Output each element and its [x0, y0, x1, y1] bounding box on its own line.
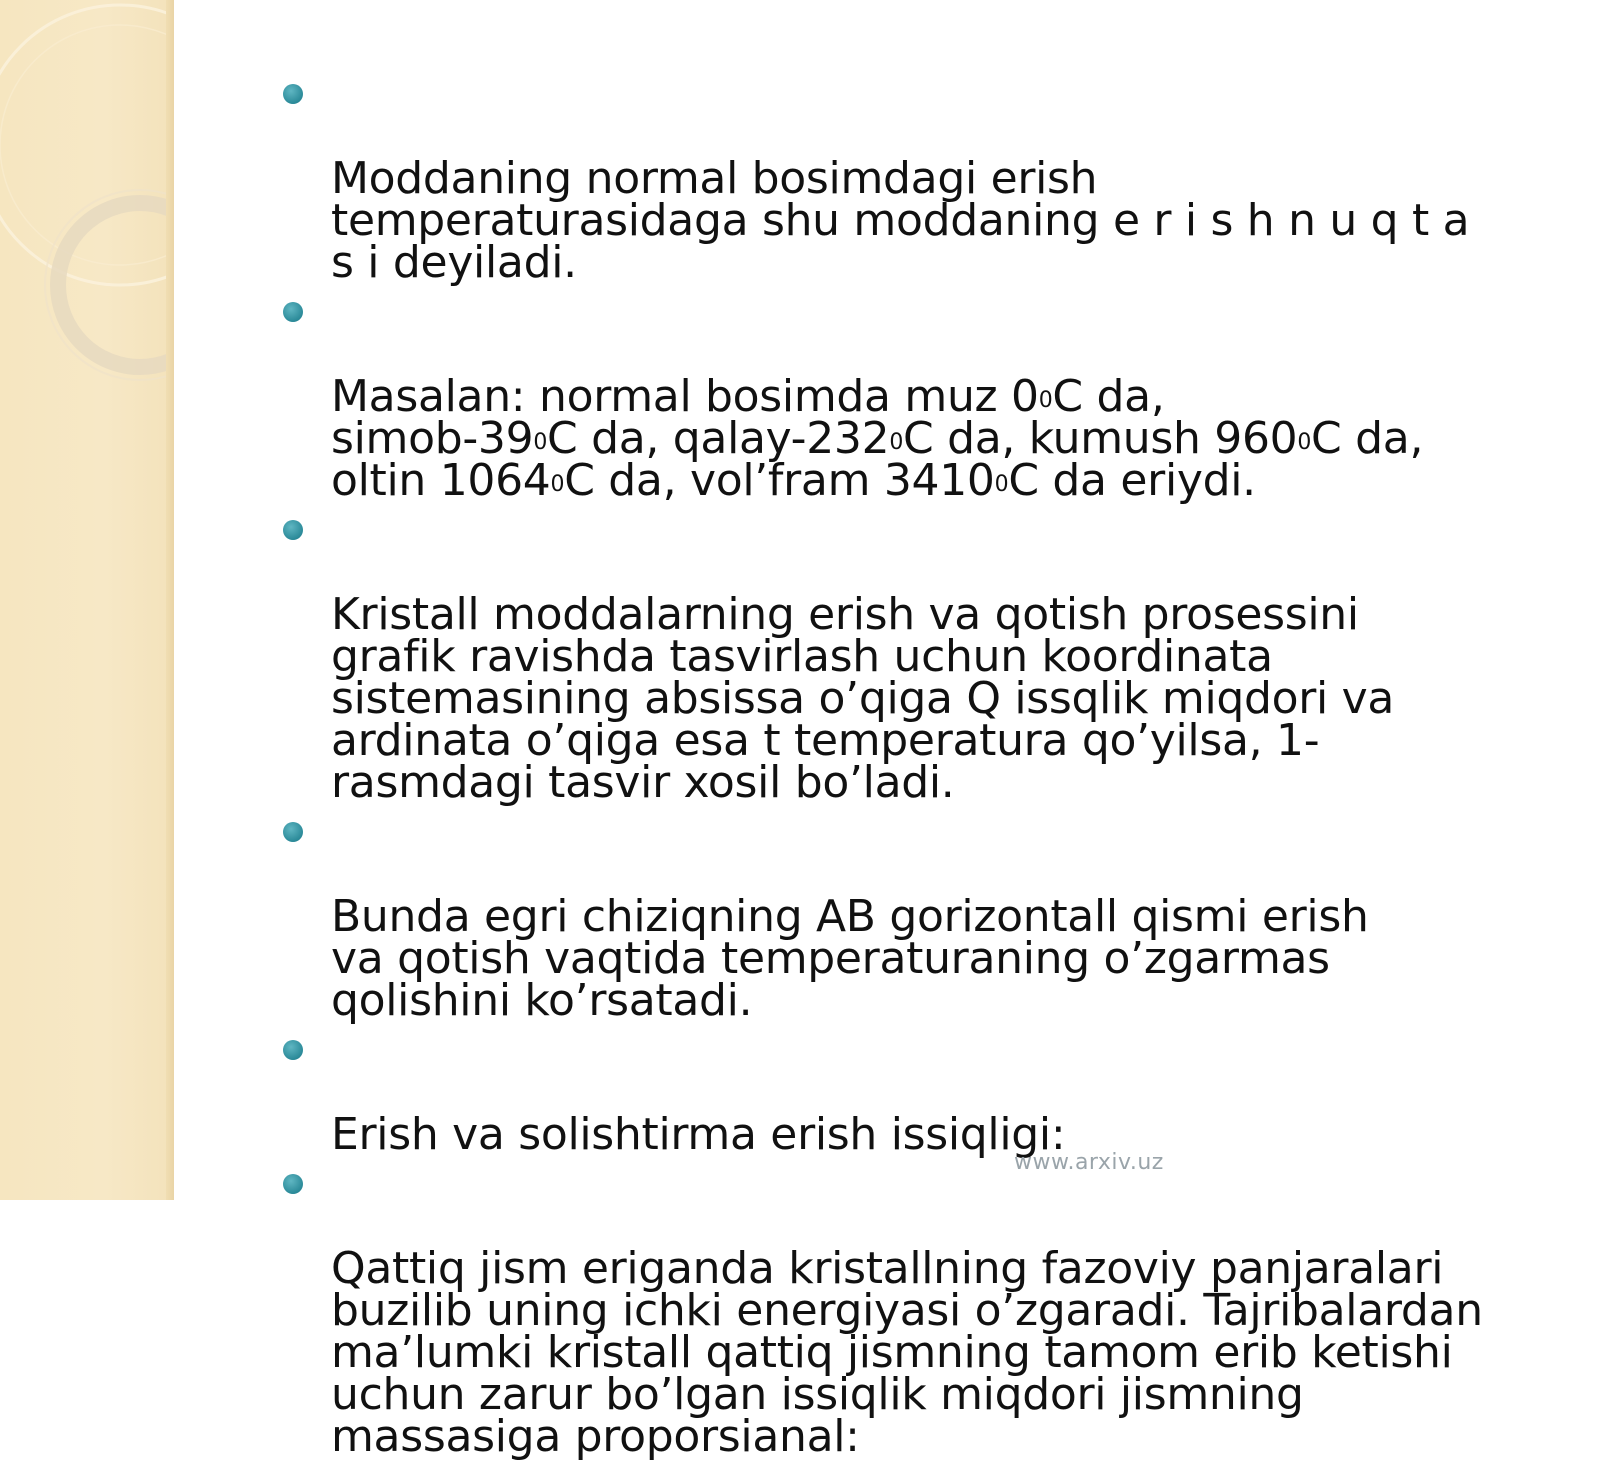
- bullet-text: Kristall moddalarning erish va qotish prosessini grafik ravishda tasvirlash uchun koordinata sistemasining absissa o’qiga Q issqlik miqdori va ardinata o’qiga esa t temperatura qo’yilsa, 1- rasmdagi tasvir xosil bo’ladi.: [331, 589, 1395, 808]
- bullet-dot-icon: [283, 520, 303, 540]
- bullet-item: [283, 812, 1553, 1026]
- bullet-dot-icon: [283, 302, 303, 322]
- bullet-dot-icon: [283, 84, 303, 104]
- panel-edge: [166, 0, 174, 1200]
- bullet-dot-icon: [283, 1174, 303, 1194]
- bullet-text: Erish va solishtirma erish issiqligi:: [331, 1109, 1066, 1160]
- superscript: 0: [550, 472, 565, 497]
- bullet-dot-icon: [283, 822, 303, 842]
- decorative-side-panel: [0, 0, 174, 1200]
- superscript: 0: [533, 430, 548, 455]
- bullet-text: Moddaning normal bosimdagi erish temperaturasidaga shu moddaning e r i s h n u q t a s i deyiladi.: [331, 153, 1470, 288]
- superscript: 0: [994, 472, 1009, 497]
- bullet-item: [283, 1164, 1553, 1462]
- bullet-dot-icon: [283, 1040, 303, 1060]
- bullet-text: Bunda egri chiziqning AB gorizontall qismi erish va qotish vaqtida temperaturaning o’zgarmas qolishini ko’rsatadi.: [331, 891, 1369, 1026]
- slide-body: [283, 74, 1553, 1466]
- bullet-item: [283, 510, 1553, 808]
- bullet-item: [283, 292, 1553, 506]
- superscript: 0: [1297, 430, 1312, 455]
- decorative-circles: [0, 0, 174, 1200]
- superscript: 0: [1038, 388, 1053, 413]
- bullet-item: [283, 74, 1553, 288]
- watermark-url[interactable]: www.arxiv.uz: [1014, 1150, 1164, 1175]
- bullet-text: Masalan: normal bosimda muz $0^0C$ da, simob-$39^0C$ da, qalay-$232^0C$ da, kumush $960^0C$ da, oltin 1064$^0$C da, vol’fram 3410$^0$C da eriydi.: [331, 371, 1424, 506]
- superscript: 0: [889, 430, 904, 455]
- bullet-item: [283, 1030, 1553, 1160]
- bullet-text: Qattiq jism eriganda kristallning fazoviy panjaralari buzilib uning ichki energiyasi o’zgaradi. Tajribalardan ma’lumki kristall qattiq jismning tamom erib ketishi uchun zarur bo’lgan issiqlik miqdori jismning massasiga proporsianal:: [331, 1243, 1483, 1462]
